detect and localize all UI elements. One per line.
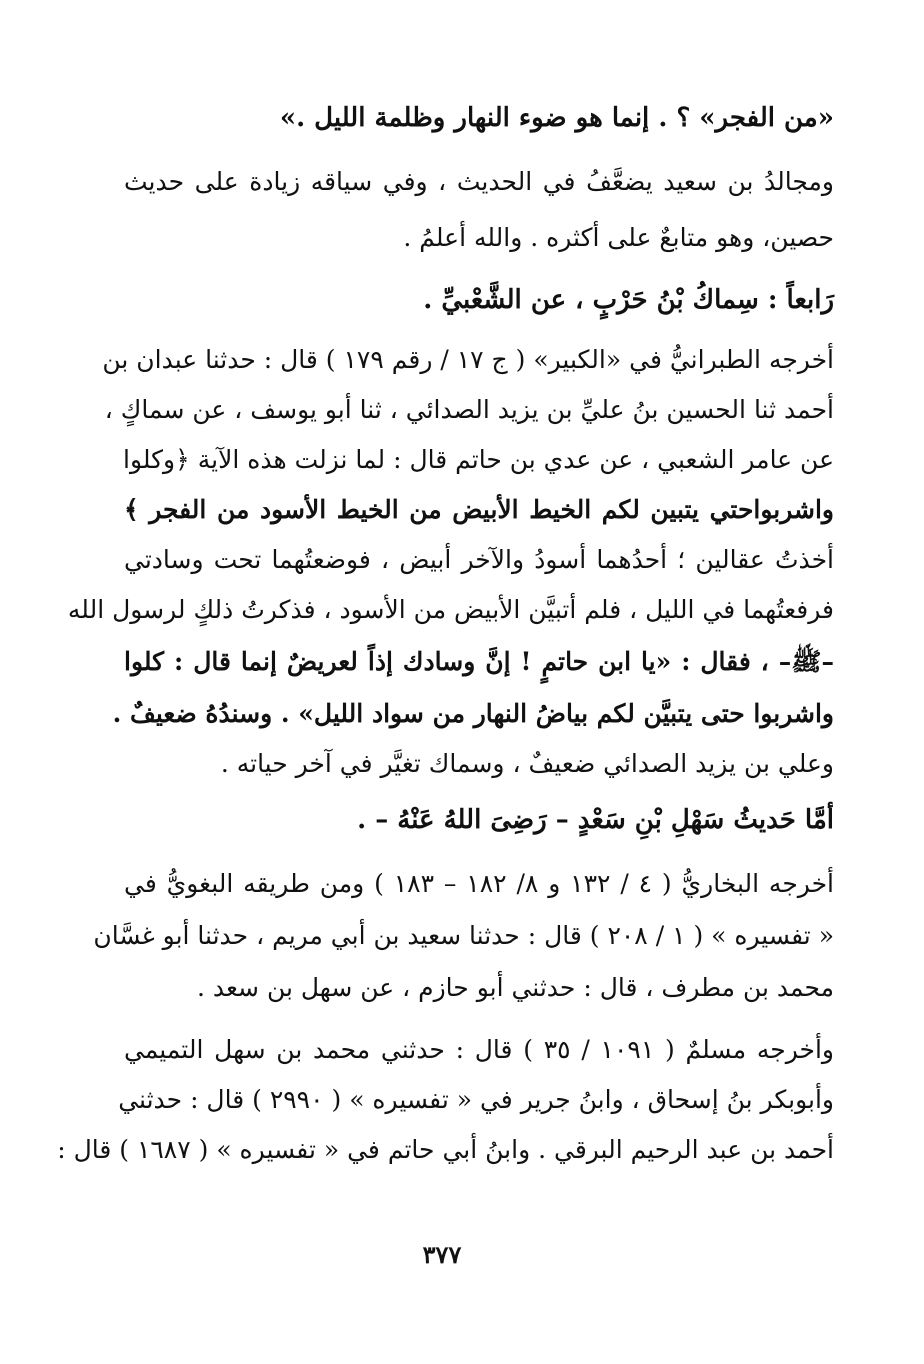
line-tabarani-8: وعلي بن يزيد الصدائي ضعيفٌ ، وسماك تغيَّر في آخر حياته . <box>220 749 834 778</box>
line-tabarani-3: عن عامر الشعبي ، عن عدي بن حاتم قال : لما نزلت هذه الآية ﴿وكلوا <box>123 445 834 474</box>
line-muslim-1: وأخرجه مسلمٌ ( ١٠٩١ / ٣٥ ) قال : حدثني محمد بن سهل التميمي <box>124 1035 834 1064</box>
line-quran-verse: واشربواحتي يتبين لكم الخيط الأبيض من الخيط الأسود من الفجر ﴾ <box>124 495 834 524</box>
line-continuation-hadith: «من الفجر» ؟ . إنما هو ضوء النهار وظلمة الليل .» <box>279 103 834 133</box>
line-tabarani-7: واشربوا حتى يتبيَّن لكم بياضُ النهار من سواد الليل» . وسندُهُ ضعيفٌ . <box>112 699 834 728</box>
line-muslim-3: أحمد بن عبد الرحيم البرقي . وابنُ أبي حاتم في « تفسيره » ( ١٦٨٧ ) قال : <box>57 1135 834 1164</box>
line-muslim-2: وأبوبكر بنُ إسحاق ، وابنُ جرير في « تفسيره » ( ٢٩٩٠ ) قال : حدثني <box>118 1085 834 1114</box>
section-heading-simak: رَابعاً : سِماكُ بْنُ حَرْبٍ ، عن الشَّعْبيِّ . <box>423 285 834 315</box>
line-tabarani-4: أخذتُ عقالين ؛ أحدُهما أسودُ والآخر أبيض ، فوضعتُهما تحت وسادتي <box>124 545 834 574</box>
line-mujalid-1: ومجالدُ بن سعيد يضعَّفُ في الحديث ، وفي سياقه زيادة على حديث <box>124 167 834 196</box>
line-bukhari-2: « تفسيره » ( ١ / ٢٠٨ ) قال : حدثنا سعيد بن أبي مريم ، حدثنا أبو غسَّان <box>93 921 834 950</box>
section-heading-sahl: أمَّا حَديثُ سَهْلِ بْنِ سَعْدٍ – رَضِىَ اللهُ عَنْهُ – . <box>357 805 834 835</box>
line-bukhari-3: محمد بن مطرف ، قال : حدثني أبو حازم ، عن سهل بن سعد . <box>196 973 834 1002</box>
line-bukhari-1: أخرجه البخاريُّ ( ٤ / ١٣٢ و ٨/ ١٨٢ – ١٨٣ ) ومن طريقه البغويُّ في <box>124 869 834 898</box>
line-tabarani-5: فرفعتُهما في الليل ، فلم أتبيَّن الأبيض من الأسود ، فذكرتُ ذلكٍ لرسول الله <box>67 595 834 624</box>
line-mujalid-2: حصين، وهو متابعٌ على أكثره . والله أعلمُ . <box>403 223 834 252</box>
line-tabarani-2: أحمد ثنا الحسين بنُ عليِّ بن يزيد الصدائي ، ثنا أبو يوسف ، عن سماكٍ ، <box>104 395 834 424</box>
page-number: ٣٧٧ <box>422 1240 462 1269</box>
line-tabarani-6: –ﷺ– ، فقال : «يا ابن حاتمٍ ! إنَّ وسادك إذاً لعريضٌ إنما قال : كلوا <box>124 647 834 676</box>
line-tabarani-1: أخرجه الطبرانيُّ في «الكبير» ( ج ١٧ / رقم ١٧٩ ) قال : حدثنا عبدان بن <box>102 345 834 374</box>
